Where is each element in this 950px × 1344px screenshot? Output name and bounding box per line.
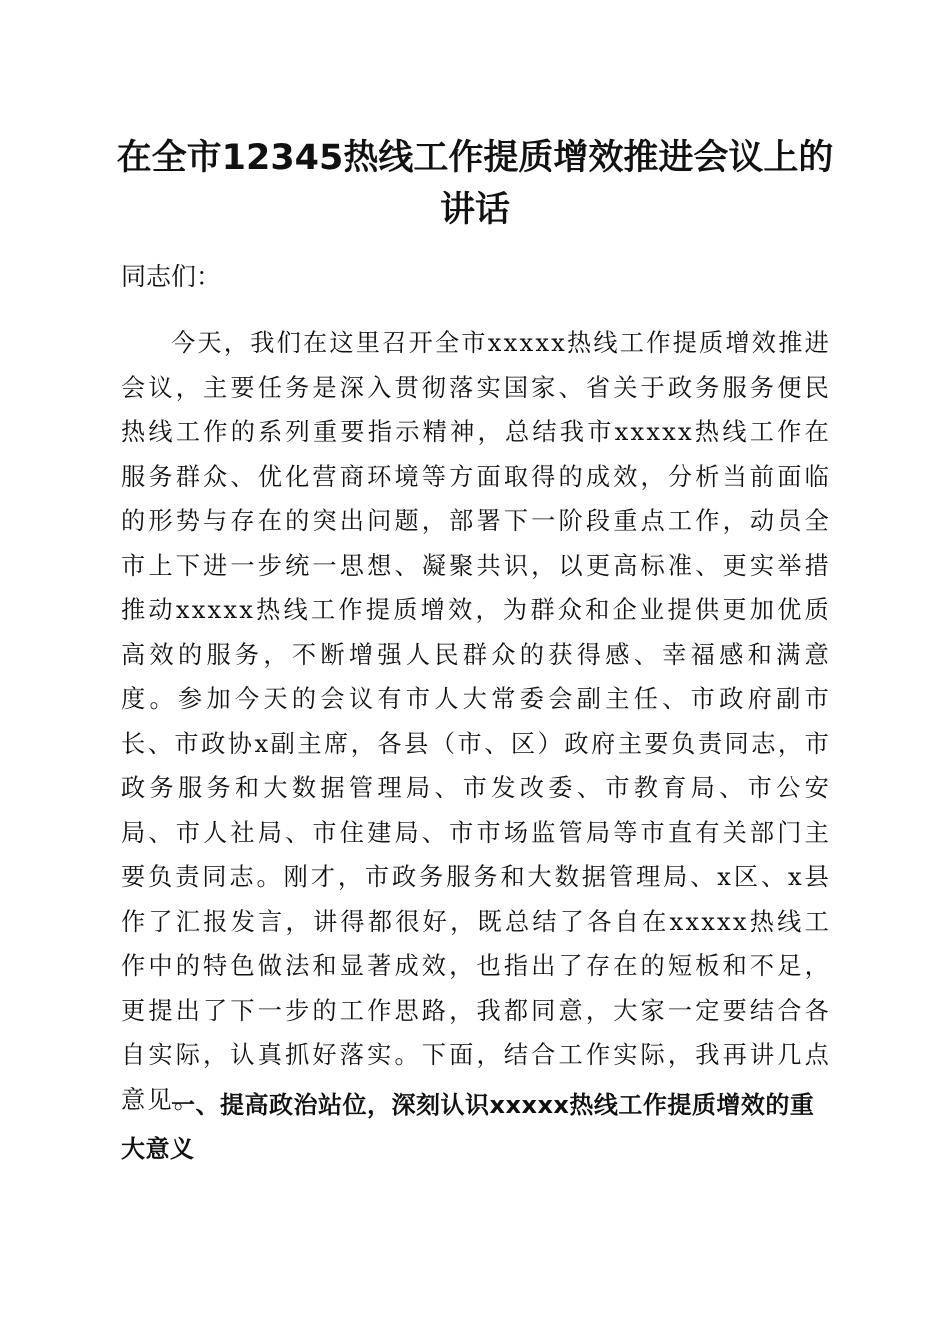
- salutation: 同志们：: [121, 262, 222, 291]
- body-paragraph: 今天，我们在这里召开全市xxxxx热线工作提质增效推进会议，主要任务是深入贯彻落实国家、省关于政务服务便民热线工作的系列重要指示精神，总结我市xxxxx热线工作在服务群众、优化营商环境等方面取得的成效，分析当前面临的形势与存在的突出问题，部署下一阶段重点工作，动员全市上下进一步统一思想、凝聚共识，以更高标准、更实举措推动xxxxx热线工作提质增效，为群众和企业提供更加优质高效的服务，不断增强人民群众的获得感、幸福感和满意度。参加今天的会议有市人大常委会副主任、市政府副市长、市政协x副主席，各县（市、区）政府主要负责同志，市政务服务和大数据管理局、市发改委、市教育局、市公安局、市人社局、市住建局、市市场监管局等市直有关部门主要负责同志。刚才，市政务服务和大数据管理局、x区、x县作了汇报发言，讲得都很好，既总结了各自在xxxxx热线工作中的特色做法和显著成效，也指出了存在的短板和不足，更提出了下一步的工作思路，我都同意，大家一定要结合各自实际，认真抓好落实。下面，结合工作实际，我再讲几点意见。: [121, 329, 831, 1114]
- section-heading: 一、提高政治站位，深刻认识xxxxx热线工作提质增效的重大意义: [121, 1091, 815, 1163]
- document-title: 在全市12345热线工作提质增效推进会议上的讲话: [116, 138, 834, 230]
